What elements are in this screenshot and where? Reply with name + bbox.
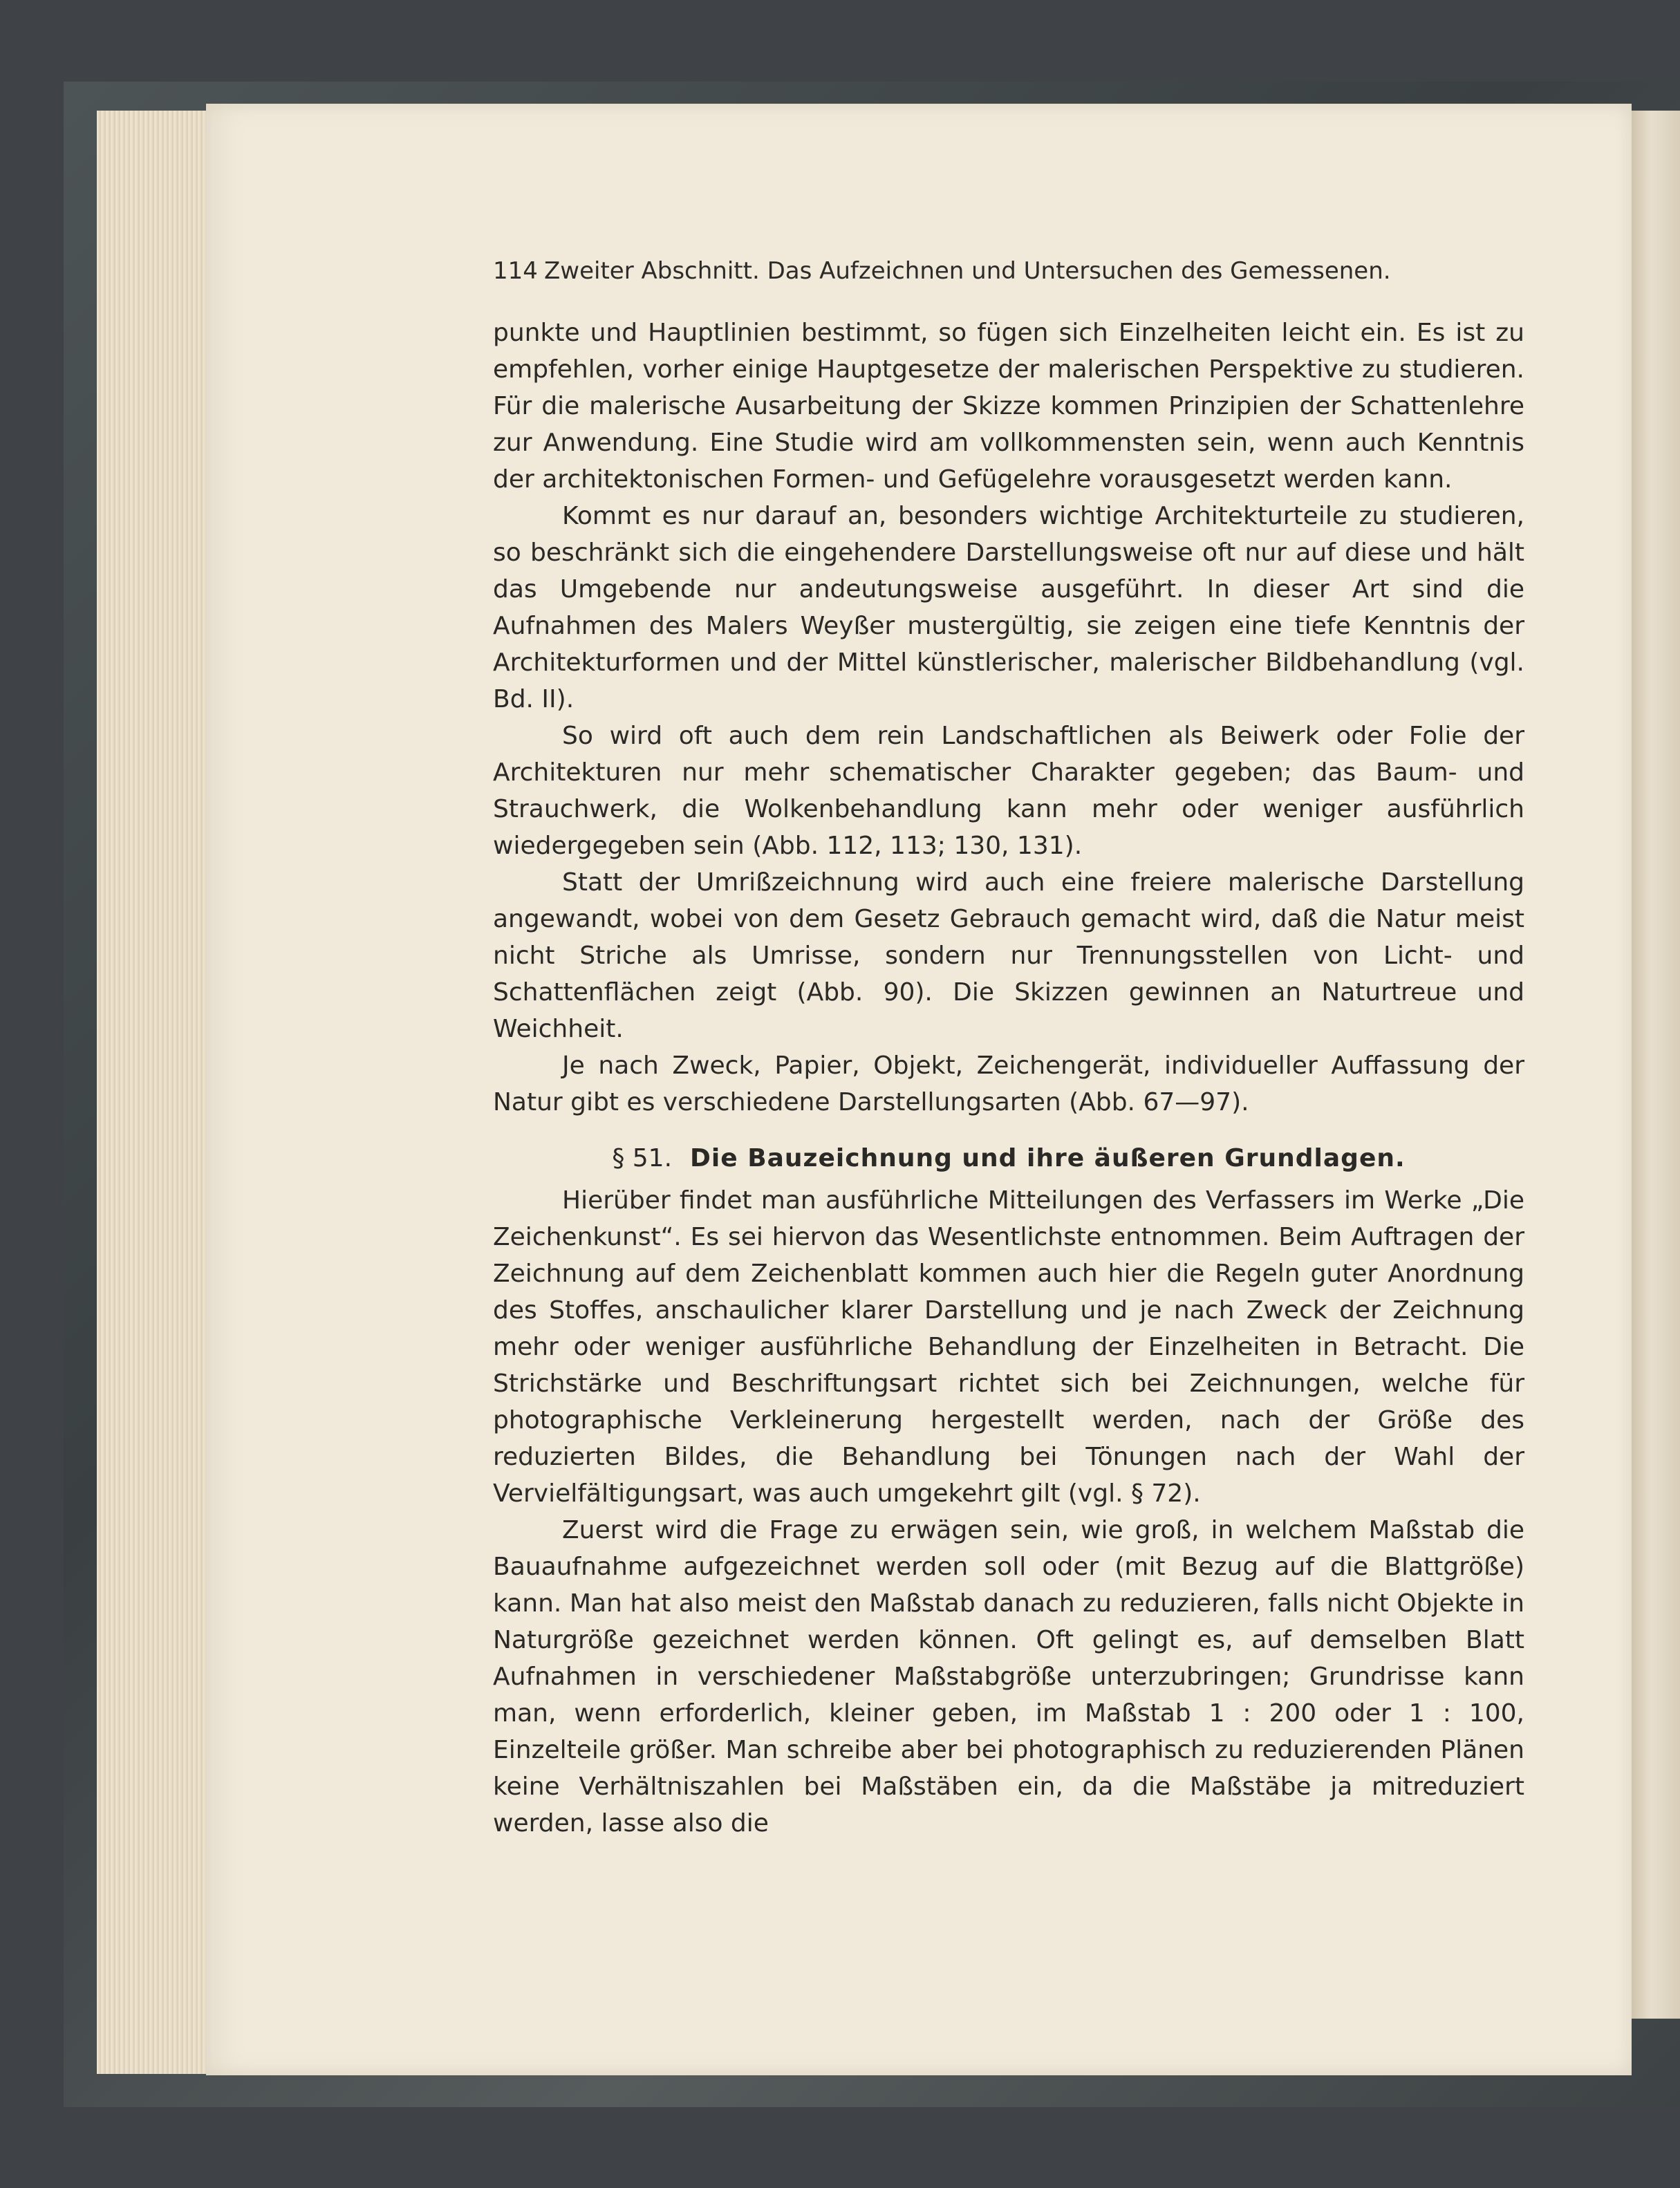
section-number: § 51. [612, 1144, 673, 1172]
running-head [493, 257, 1391, 285]
running-head-title: Zweiter Abschnitt. Das Aufzeichnen und Untersuchen des Gemessenen. [544, 257, 1391, 285]
paragraph: Kommt es nur darauf an, besonders wichtige Architekturteile zu studieren, so beschränkt sich die eingehendere Darstellungsweise oft nur auf diese und hält das Umgebende nur andeutungsweise ausgeführt. In dieser Art sind die Aufnahmen des Malers Weyßer mustergültig, sie zeigen eine tiefe Kenntnis der Architekturformen und der Mittel künstlerischer, malerischer Bildbehandlung (vgl. Bd. II). [493, 502, 1524, 713]
page-edges [97, 111, 209, 2074]
paragraph: Je nach Zweck, Papier, Objekt, Zeichengerät, individueller Auffassung der Natur gibt es verschiedene Darstellungsarten (Abb. 67—97). [493, 1051, 1524, 1116]
body-text [493, 315, 1524, 1842]
paragraph: punkte und Hauptlinien bestimmt, so fügen sich Einzelheiten leicht ein. Es ist zu empfehlen, vorher einige Hauptgesetze der malerischen Perspektive zu studieren. Für die malerische Ausarbeitung der Skizze kommen Prinzipien der Schattenlehre zur Anwendung. Eine Studie wird am vollkommensten sein, wenn auch Kenntnis der architektonischen Formen- und Gefügelehre vorausgesetzt werden kann. [493, 319, 1524, 494]
paragraph: Statt der Umrißzeichnung wird auch eine freiere malerische Darstellung angewandt, wobei von dem Gesetz Gebrauch gemacht wird, daß die Natur meist nicht Striche als Umrisse, sondern nur Trennungsstellen von Licht- und Schattenflächen zeigt (Abb. 90). Die Skizzen gewinnen an Naturtreue und Weichheit. [493, 868, 1524, 1043]
paragraph: Hierüber findet man ausführliche Mitteilungen des Verfassers im Werke „Die Zeichenkunst“. Es sei hiervon das Wesentlichste entnommen. Beim Auftragen der Zeichnung auf dem Zeichenblatt kommen auch hier die Regeln guter Anordnung des Stoffes, anschaulicher klarer Darstellung und je nach Zweck der Zeichnung mehr oder weniger ausführliche Behandlung der Einzelheiten in Betracht. Die Strichstärke und Beschriftungsart richtet sich bei Zeichnungen, welche für photographische Verkleinerung hergestellt werden, nach der Größe des reduzierten Bildes, die Behandlung bei Tönungen nach der Wahl der Vervielfältigungsart, was auch umgekehrt gilt (vgl. § 72). [493, 1186, 1524, 1508]
page-number: 114 [493, 257, 538, 285]
section-title: Die Bauzeichnung und ihre äußeren Grundlagen. [690, 1144, 1406, 1172]
paragraph: So wird oft auch dem rein Landschaftlichen als Beiwerk oder Folie der Architekturen nur mehr schematischer Charakter gegeben; das Baum- und Strauchwerk, die Wolkenbehandlung kann mehr oder weniger ausführlich wiedergegeben sein (Abb. 112, 113; 130, 131). [493, 722, 1524, 860]
paragraph: Zuerst wird die Frage zu erwägen sein, wie groß, in welchem Maßstab die Bauaufnahme aufgezeichnet werden soll oder (mit Bezug auf die Blattgröße) kann. Man hat also meist den Maßstab danach zu reduzieren, falls nicht Objekte in Naturgröße gezeichnet werden können. Oft gelingt es, auf demselben Blatt Aufnahmen in verschiedener Maßstabgröße unterzubringen; Grundrisse kann man, wenn erforderlich, kleiner geben, im Maßstab 1 : 200 oder 1 : 100, Einzelteile größer. Man schreibe aber bei photographisch zu reduzierenden Plänen keine Verhältniszahlen bei Maßstäben ein, da die Maßstäbe ja mitreduziert werden, lasse also die [493, 1516, 1524, 1838]
section-heading [493, 1140, 1524, 1177]
facing-page-edge [1632, 111, 1680, 2019]
